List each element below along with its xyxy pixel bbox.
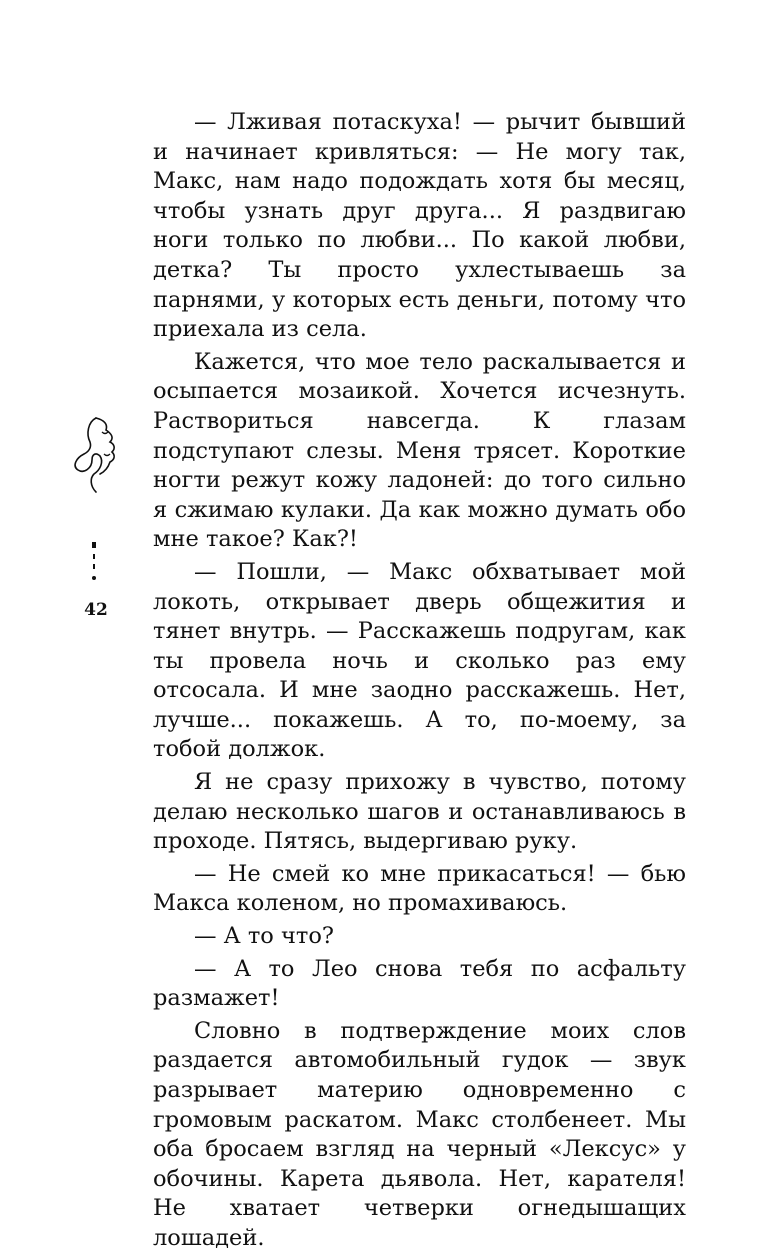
- paragraph: — Лживая потаскуха! — рычит бывший и начинает кривляться: — Не могу так, Макс, нам надо подождать хотя бы месяц, чтобы узнать друг друга... Я раздвигаю ноги только по любви... По какой любви, детка? Ты просто ухлестываешь за парнями, у которых есть деньги, потому что приехала из села.: [153, 109, 686, 343]
- paragraph: — А то Лео снова тебя по асфальту размажет!: [153, 955, 686, 1012]
- paragraph: — Не смей ко мне прикасаться! — бью Макса коленом, но промахиваюсь.: [153, 860, 686, 917]
- vertical-dots-icon: [90, 540, 98, 584]
- face-profile-line-art-icon: [66, 412, 122, 502]
- paragraph: Я не сразу прихожу в чувство, потому делаю несколько шагов и останавливаюсь в проходе. Пятясь, выдергиваю руку.: [153, 769, 686, 855]
- paragraph: — А то что?: [194, 923, 334, 950]
- paragraph: Кажется, что мое тело раскалывается и осыпается мозаикой. Хочется исчезнуть. Раствориться навсегда. К глазам подступают слезы. Меня трясет. Короткие ногти режут кожу ладоней: до того сильно я сжимаю кулаки. Да как можно думать обо мне такое? Как?!: [153, 348, 686, 553]
- paragraph: Словно в подтверждение моих слов раздается автомобильный гудок — звук разрывает материю одновременно с громовым раскатом. Макс столбенеет. Мы оба бросаем взгляд на черный «Лексус» у обочины. Карета дьявола. Нет, карателя! Не хватает четверки огнедышащих лошадей.: [153, 1017, 686, 1251]
- paragraph: — Пошли, — Макс обхватывает мой локоть, открывает дверь общежития и тянет внутрь. — Расскажешь подругам, как ты провела ночь и сколько раз ему отсосала. И мне заодно расскажешь. Нет, лучше... покажешь. А то, по-моему, за тобой должок.: [153, 558, 686, 763]
- page-number: 42: [84, 600, 108, 620]
- body-text: [153, 108, 686, 1254]
